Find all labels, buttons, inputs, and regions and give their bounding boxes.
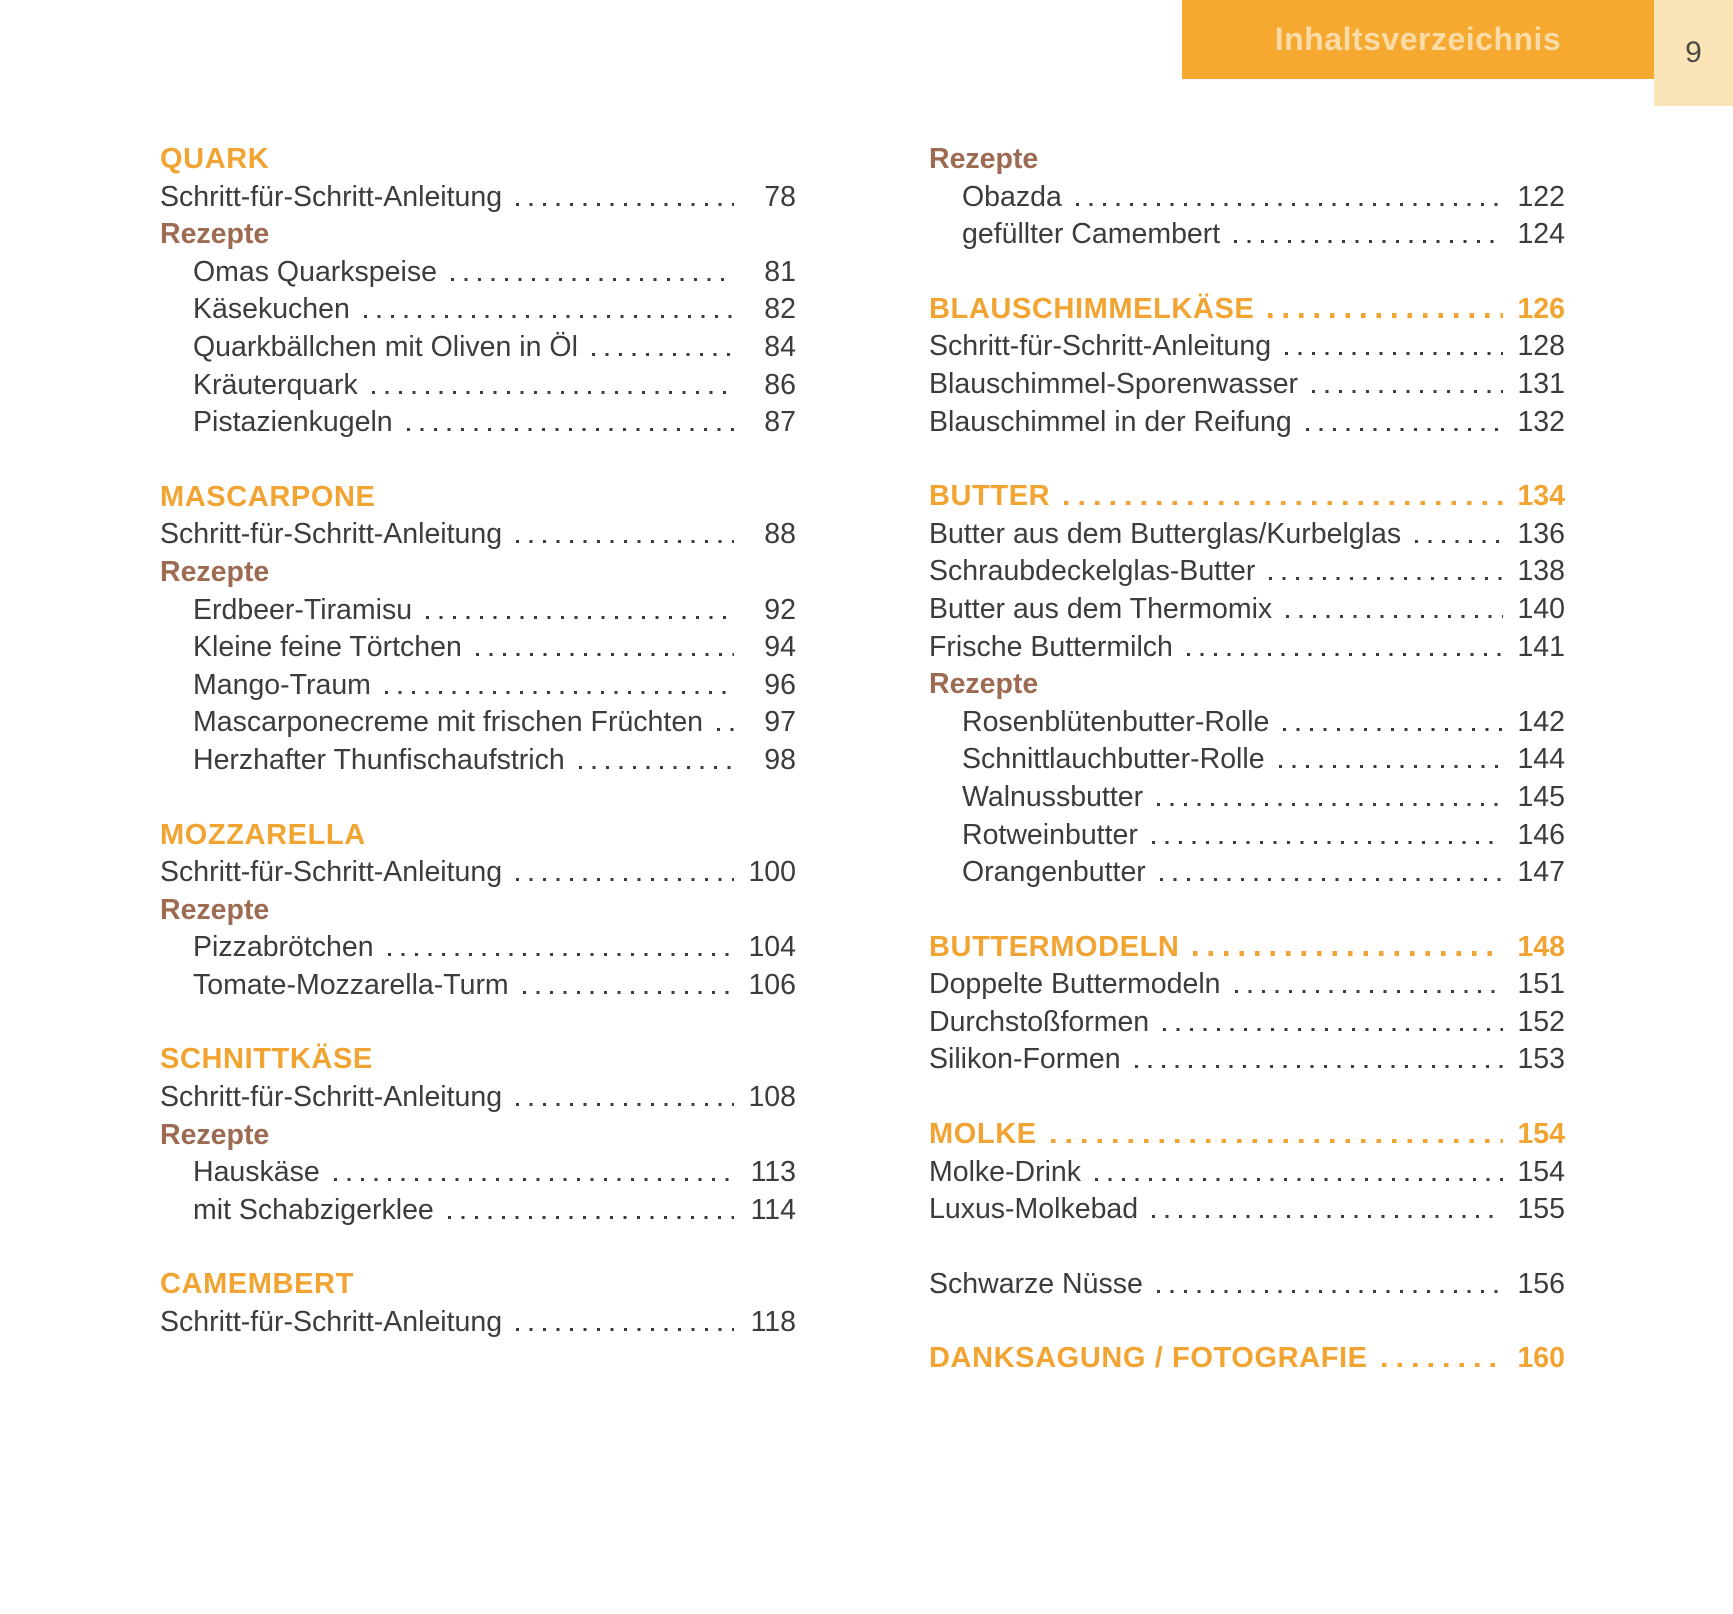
dot-leader	[388, 953, 734, 956]
toc-entry-label: Orangenbutter	[962, 856, 1146, 889]
toc-entry-label: Schritt-für-Schritt-Anleitung	[160, 518, 503, 551]
dot-leader	[516, 540, 734, 543]
toc-entry	[160, 854, 796, 892]
page-number: 78	[764, 180, 796, 213]
page-number: 118	[750, 1306, 796, 1339]
section-heading: CAMEMBERT	[160, 1268, 354, 1301]
section-heading-row	[160, 141, 796, 179]
toc-entry	[160, 254, 796, 292]
dot-leader	[1286, 615, 1503, 618]
page-number: 156	[1517, 1267, 1565, 1300]
dot-leader	[717, 728, 734, 731]
toc-entry	[160, 967, 796, 1005]
toc-section	[929, 1266, 1565, 1304]
page-number: 122	[1517, 180, 1565, 213]
dot-leader	[1235, 990, 1503, 993]
toc-entry	[160, 1154, 796, 1192]
toc-entry-label: Schnittlauchbutter-Rolle	[962, 743, 1265, 776]
toc-entry	[160, 329, 796, 367]
page-number: 138	[1517, 555, 1565, 588]
page-number: 106	[748, 968, 796, 1001]
page-number: 151	[1517, 968, 1565, 1001]
dot-leader	[1285, 352, 1503, 355]
toc-entry	[929, 1191, 1565, 1229]
toc-entry-label: Schritt-für-Schritt-Anleitung	[160, 180, 503, 213]
page-number: 145	[1517, 780, 1565, 813]
section-heading: QUARK	[160, 143, 270, 175]
page-number: 131	[1517, 367, 1565, 400]
subsection-heading: Rezepte	[160, 218, 270, 251]
subsection-heading: Rezepte	[160, 555, 270, 588]
toc-entry-label: Schritt-für-Schritt-Anleitung	[929, 330, 1272, 363]
toc-entry-label: Mascarponecreme mit frischen Früchten	[193, 706, 704, 739]
toc-entry-label: Doppelte Buttermodeln	[929, 968, 1221, 1001]
toc-entry-label: Walnussbutter	[962, 780, 1144, 813]
toc-entry	[929, 817, 1565, 855]
toc-section	[929, 291, 1565, 441]
page-number: 141	[1517, 630, 1565, 663]
toc-column-left	[160, 141, 796, 1342]
dot-leader	[516, 1103, 734, 1106]
toc-entry	[160, 367, 796, 405]
toc-entry-label: Mango-Traum	[193, 668, 371, 701]
section-heading-row	[160, 1041, 796, 1079]
page-number: 114	[750, 1193, 796, 1226]
dot-leader	[1306, 428, 1503, 431]
toc-entry	[160, 592, 796, 630]
toc-entry	[160, 1304, 796, 1342]
page-number: 88	[764, 518, 796, 551]
page-number: 147	[1517, 856, 1565, 889]
dot-leader	[1160, 878, 1503, 881]
toc-entry-label: Blauschimmel-Sporenwasser	[929, 367, 1299, 400]
dot-leader	[1268, 313, 1503, 318]
toc-entry	[929, 704, 1565, 742]
subsection-heading: Rezepte	[929, 668, 1039, 701]
dot-leader	[1193, 951, 1503, 956]
section-heading-row	[160, 479, 796, 517]
toc-entry-label: Schraubdeckelglas-Butter	[929, 555, 1256, 588]
toc-entry-label: Pistazienkugeln	[193, 406, 393, 439]
dot-leader	[451, 278, 734, 281]
section-heading: MOZZARELLA	[160, 818, 366, 851]
toc-section	[160, 1041, 796, 1229]
page-number: 154	[1517, 1118, 1565, 1151]
page-number: 142	[1517, 705, 1565, 738]
subsection-heading: Rezepte	[160, 1118, 270, 1151]
toc-entry	[929, 1154, 1565, 1192]
page-number: 92	[764, 593, 796, 626]
dot-leader	[1283, 728, 1503, 731]
dot-leader	[1382, 1363, 1503, 1368]
toc-entry	[929, 629, 1565, 667]
page-number: 146	[1517, 818, 1565, 851]
page-number: 152	[1517, 1005, 1565, 1038]
dot-leader	[1234, 240, 1503, 243]
section-heading-row	[929, 291, 1565, 329]
toc-entry-label: Schritt-für-Schritt-Anleitung	[160, 1306, 503, 1339]
toc-entry	[160, 929, 796, 967]
dot-leader	[1152, 841, 1503, 844]
toc-entry-label: Hauskäse	[193, 1156, 320, 1189]
page-number-block	[1654, 0, 1733, 106]
subsection-heading: Rezepte	[160, 893, 270, 926]
dot-leader	[516, 1328, 734, 1331]
page-number: 124	[1517, 218, 1565, 251]
section-heading-row	[160, 1266, 796, 1304]
page-number: 104	[748, 931, 796, 964]
section-heading-row	[929, 1340, 1565, 1378]
section-heading: BUTTER	[929, 480, 1051, 513]
header-bar	[1182, 0, 1654, 79]
page-number: 108	[748, 1081, 796, 1114]
toc-entry	[929, 553, 1565, 591]
toc-entry-label: Frische Buttermilch	[929, 630, 1173, 663]
toc-entry-label: Pizzabrötchen	[193, 931, 374, 964]
toc-entry	[160, 1192, 796, 1230]
toc-entry-label: Butter aus dem Butterglas/Kurbelglas	[929, 517, 1402, 550]
page-number: 148	[1517, 930, 1565, 963]
toc-entry	[160, 1079, 796, 1117]
toc-section	[929, 1340, 1565, 1378]
dot-leader	[1064, 501, 1503, 506]
toc-entry	[929, 591, 1565, 629]
page-number: 84	[764, 330, 796, 363]
toc-section	[160, 817, 796, 1005]
page-number: 97	[764, 706, 796, 739]
section-heading: MASCARPONE	[160, 480, 376, 513]
dot-leader	[1269, 577, 1503, 580]
dot-leader	[364, 315, 734, 318]
dot-leader	[1157, 803, 1503, 806]
toc-entry-label: Herzhafter Thunfischaufstrich	[193, 743, 565, 776]
toc-entry	[929, 404, 1565, 442]
dot-leader	[1095, 1178, 1503, 1181]
page-number: 87	[764, 406, 796, 439]
toc-section	[160, 141, 796, 442]
page-number: 153	[1517, 1043, 1565, 1076]
subsection-heading: Rezepte	[929, 143, 1039, 175]
toc-section	[929, 478, 1565, 892]
toc-entry-label: Schwarze Nüsse	[929, 1267, 1143, 1300]
page-number: 134	[1517, 480, 1565, 513]
page-number: 94	[764, 631, 796, 664]
toc-entry	[160, 179, 796, 217]
dot-leader	[448, 1216, 734, 1219]
dot-leader	[476, 653, 734, 656]
section-heading-row	[160, 817, 796, 855]
toc-entry	[929, 1041, 1565, 1079]
section-heading-row	[929, 478, 1565, 516]
dot-leader	[1163, 1028, 1503, 1031]
toc-section	[929, 1116, 1565, 1229]
section-heading: SCHNITTKÄSE	[160, 1043, 373, 1076]
page-number: 81	[764, 255, 796, 288]
dot-leader	[334, 1178, 734, 1181]
toc-entry	[160, 629, 796, 667]
toc-section	[160, 1266, 796, 1341]
toc-column-right	[929, 141, 1565, 1378]
toc-entry-label: Tomate-Mozzarella-Turm	[193, 968, 509, 1001]
toc-entry-label: Quarkbällchen mit Oliven in Öl	[193, 330, 578, 363]
toc-entry-label: Omas Quarkspeise	[193, 255, 437, 288]
toc-entry-label: Schritt-für-Schritt-Anleitung	[160, 856, 503, 889]
toc-entry-label: mit Schabzigerklee	[193, 1193, 434, 1226]
dot-leader	[1415, 540, 1503, 543]
toc-entry	[929, 854, 1565, 892]
toc-entry	[929, 179, 1565, 217]
toc-entry	[929, 1266, 1565, 1304]
section-heading: DANKSAGUNG / FOTOGRAFIE	[929, 1342, 1368, 1375]
toc-entry-label: Durchstoßformen	[929, 1005, 1150, 1038]
toc-entry-label: Schritt-für-Schritt-Anleitung	[160, 1081, 503, 1114]
toc-entry-label: Butter aus dem Thermomix	[929, 592, 1273, 625]
toc-entry-label: Blauschimmel in der Reifung	[929, 405, 1292, 438]
dot-leader	[407, 428, 734, 431]
dot-leader	[385, 691, 734, 694]
dot-leader	[426, 616, 734, 619]
page-number: 132	[1517, 405, 1565, 438]
dot-leader	[1279, 765, 1503, 768]
dot-leader	[579, 766, 734, 769]
toc-entry-label: Kräuterquark	[193, 368, 358, 401]
toc-section	[929, 141, 1565, 254]
toc-entry	[929, 328, 1565, 366]
toc-entry	[929, 216, 1565, 254]
toc-entry	[929, 966, 1565, 1004]
dot-leader	[1135, 1065, 1503, 1068]
dot-leader	[1076, 203, 1503, 206]
toc-entry	[929, 741, 1565, 779]
dot-leader	[1312, 390, 1503, 393]
toc-entry	[160, 404, 796, 442]
dot-leader	[1187, 653, 1503, 656]
dot-leader	[372, 391, 734, 394]
dot-leader	[1051, 1139, 1503, 1144]
dot-leader	[523, 991, 734, 994]
toc-section	[160, 479, 796, 780]
page-number: 136	[1517, 517, 1565, 550]
page-number: 100	[748, 856, 796, 889]
page-number: 98	[764, 743, 796, 776]
page-number: 155	[1517, 1193, 1565, 1226]
toc-entry-label: Rotweinbutter	[962, 818, 1138, 851]
page-number: 144	[1517, 743, 1565, 776]
page-number: 160	[1517, 1342, 1565, 1375]
section-heading-row	[929, 929, 1565, 967]
page-number: 126	[1517, 292, 1565, 325]
toc-entry-label: Obazda	[962, 180, 1062, 213]
toc-entry	[929, 779, 1565, 817]
page-number: 82	[764, 293, 796, 326]
toc-entry-label: Rosenblütenbutter-Rolle	[962, 705, 1270, 738]
section-heading: BLAUSCHIMMELKÄSE	[929, 292, 1255, 325]
section-heading-row	[929, 1116, 1565, 1154]
page-number: 154	[1517, 1155, 1565, 1188]
toc-entry	[929, 1004, 1565, 1042]
dot-leader	[1152, 1215, 1503, 1218]
toc-section	[929, 929, 1565, 1079]
dot-leader	[592, 353, 734, 356]
page-number: 96	[764, 668, 796, 701]
toc-entry	[929, 366, 1565, 404]
page-number: 128	[1517, 330, 1565, 363]
toc-entry	[160, 742, 796, 780]
toc-entry	[160, 667, 796, 705]
toc-entry-label: Erdbeer-Tiramisu	[193, 593, 413, 626]
toc-entry	[160, 704, 796, 742]
toc-entry-label: Luxus-Molkebad	[929, 1193, 1139, 1226]
page-number: 113	[750, 1156, 796, 1189]
section-heading: BUTTERMODELN	[929, 930, 1180, 963]
toc-entry-label: Silikon-Formen	[929, 1043, 1121, 1076]
toc-entry-label: Molke-Drink	[929, 1155, 1082, 1188]
section-heading: MOLKE	[929, 1118, 1037, 1151]
toc-entry-label: Kleine feine Törtchen	[193, 631, 462, 664]
dot-leader	[516, 203, 734, 206]
page-number-folio: 9	[1685, 36, 1702, 69]
dot-leader	[516, 878, 734, 881]
toc-entry	[160, 291, 796, 329]
toc-entry	[929, 516, 1565, 554]
page-title: Inhaltsverzeichnis	[1274, 21, 1562, 57]
page-number: 86	[764, 368, 796, 401]
toc-entry	[160, 516, 796, 554]
toc-entry-label: gefüllter Camembert	[962, 218, 1221, 251]
page-number: 140	[1517, 592, 1565, 625]
toc-entry-label: Käsekuchen	[193, 293, 350, 326]
dot-leader	[1157, 1290, 1503, 1293]
